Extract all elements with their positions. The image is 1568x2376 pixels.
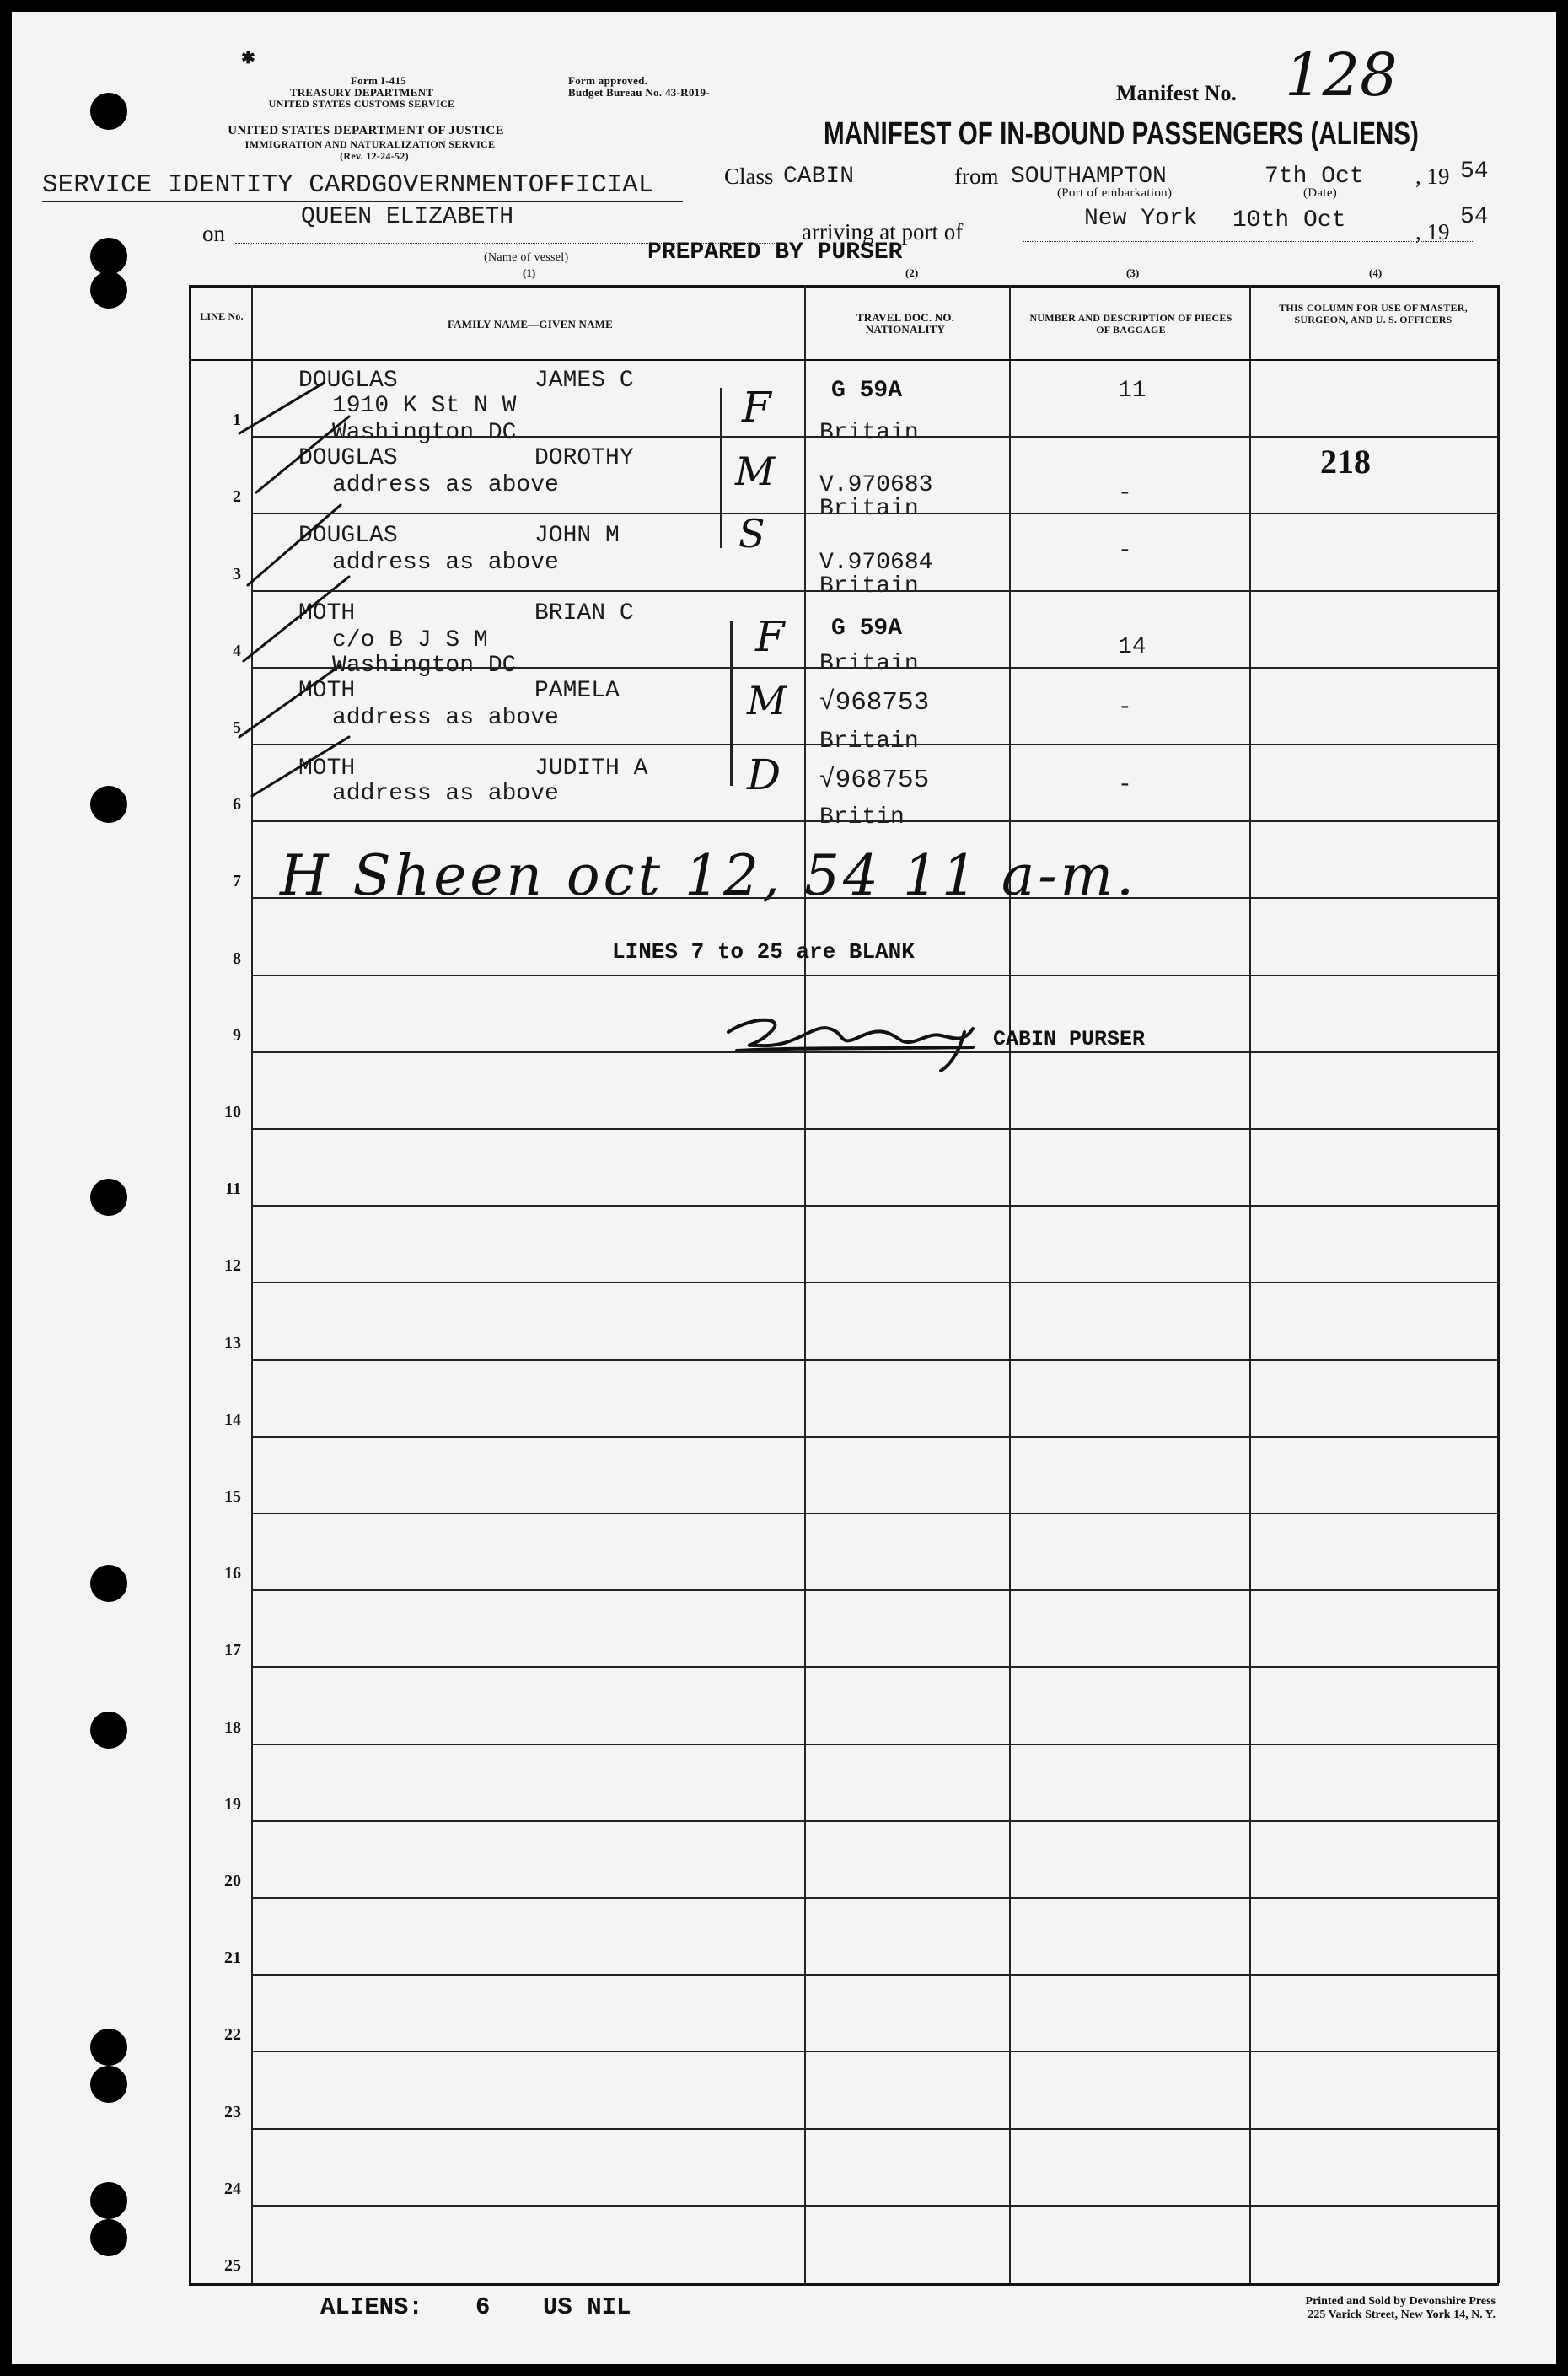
form-number: Form I-415 xyxy=(350,74,407,87)
col-header-baggage: NUMBER AND DESCRIPTION OF PIECES OF BAGGAGE xyxy=(1029,312,1232,336)
aliens-count: 6 xyxy=(475,2293,491,2321)
line-number: 20 xyxy=(224,1872,241,1890)
passenger-4-doc: G 59A xyxy=(831,616,903,642)
on-label: on xyxy=(202,221,225,246)
table-row-rule xyxy=(251,1744,1497,1745)
relation-mark-3: S xyxy=(738,511,765,556)
manifest-number: 128 xyxy=(1285,40,1398,110)
vessel-col-number: (1) xyxy=(523,266,536,279)
passenger-1-address1: 1910 K St N W xyxy=(332,393,517,419)
line-number: 16 xyxy=(224,1564,241,1583)
passenger-1-address2: Washington DC xyxy=(332,420,517,446)
passenger-5-address1: address as above xyxy=(332,705,559,731)
vessel-name: QUEEN ELIZABETH xyxy=(301,204,514,230)
table-row-rule xyxy=(251,1974,1497,1976)
passenger-4-given: BRIAN C xyxy=(534,600,634,626)
agency-treasury: TREASURY DEPARTMENT xyxy=(289,86,434,99)
col-header-travel: TRAVEL DOC. NO. NATIONALITY xyxy=(856,311,955,336)
line-number: 1 xyxy=(233,411,241,429)
passenger-3-family: DOUGLAS xyxy=(298,523,398,549)
line-number: 9 xyxy=(233,1026,241,1045)
passenger-1-given: JAMES C xyxy=(534,368,634,394)
line-number: 22 xyxy=(224,2025,241,2044)
manifest-page xyxy=(12,12,1556,2364)
passenger-2-address1: address as above xyxy=(332,472,559,498)
table-row-rule xyxy=(251,590,1497,592)
revision-date: (Rev. 12-24-52) xyxy=(340,150,409,162)
passenger-1-baggage: 11 xyxy=(1118,378,1146,404)
officers-col-number: (4) xyxy=(1369,266,1383,279)
passenger-4-baggage: 14 xyxy=(1118,634,1146,660)
line-number: 2 xyxy=(233,487,241,506)
bracket-line xyxy=(720,388,722,548)
line-number: 19 xyxy=(224,1795,241,1814)
year-1: 54 xyxy=(1460,159,1489,185)
baggage-col-number: (3) xyxy=(1126,266,1140,279)
table-row-rule xyxy=(251,1589,1497,1591)
line-number: 6 xyxy=(233,795,241,814)
table-right-border xyxy=(1497,285,1500,2283)
embarkation-port: SOUTHAMPTON xyxy=(1011,164,1167,190)
prepared-by-purser: PREPARED BY PURSER xyxy=(647,239,903,266)
line-number: 15 xyxy=(224,1487,241,1506)
embarkation-date: 7th Oct xyxy=(1265,164,1364,190)
officer-note: 218 xyxy=(1320,443,1371,481)
binder-hole xyxy=(90,1712,127,1749)
table-row-rule xyxy=(251,1820,1497,1822)
line-number: 5 xyxy=(233,718,241,737)
table-row-rule xyxy=(251,1282,1497,1283)
manifest-label: Manifest No. xyxy=(1116,81,1237,105)
corner-mark: ✱ xyxy=(241,49,255,67)
table-row-rule xyxy=(251,897,1497,899)
date-caption: (Date) xyxy=(1303,186,1338,200)
passenger-3-doc: V.970684 xyxy=(819,550,933,576)
class-value: CABIN xyxy=(783,164,855,190)
agency-justice: UNITED STATES DEPARTMENT OF JUSTICE xyxy=(228,124,504,137)
passenger-6-address1: address as above xyxy=(332,781,559,807)
approved-line1: Form approved. xyxy=(568,74,648,87)
binder-hole xyxy=(90,2182,127,2219)
passenger-5-doc: √968753 xyxy=(819,688,930,718)
line-number: 4 xyxy=(233,642,241,660)
passenger-6-baggage: - xyxy=(1118,772,1132,798)
relation-mark-6: D xyxy=(747,750,781,799)
binder-hole xyxy=(90,93,127,130)
class-label: Class xyxy=(724,164,774,189)
line-number: 7 xyxy=(233,872,241,890)
arriving-port: New York xyxy=(1084,206,1198,232)
table-row-rule xyxy=(251,1128,1497,1130)
bracket-line xyxy=(730,621,733,786)
passenger-2-nationality: Britain xyxy=(819,496,919,522)
passenger-4-nationality: Britain xyxy=(819,651,919,677)
table-row-rule xyxy=(251,667,1497,669)
agency-customs: UNITED STATES CUSTOMS SERVICE xyxy=(268,98,455,110)
passenger-2-family: DOUGLAS xyxy=(298,445,398,471)
passenger-3-address1: address as above xyxy=(332,550,559,576)
binder-hole xyxy=(90,2219,127,2256)
table-row-rule xyxy=(251,1436,1497,1438)
line-number: 23 xyxy=(224,2103,241,2121)
relation-mark-2: M xyxy=(735,449,776,494)
line-number: 14 xyxy=(224,1411,241,1429)
table-left-border xyxy=(189,285,191,2283)
col-header-name: FAMILY NAME—GIVEN NAME xyxy=(447,318,614,331)
agency-ins: IMMIGRATION AND NATURALIZATION SERVICE xyxy=(244,138,496,150)
passenger-1-family: DOUGLAS xyxy=(298,368,398,394)
table-row-rule xyxy=(251,2051,1497,2052)
binder-hole xyxy=(90,2029,127,2066)
signature-title: CABIN PURSER xyxy=(993,1027,1146,1051)
passenger-3-given: JOHN M xyxy=(534,523,620,549)
approved-line2: Budget Bureau No. 43-R019- xyxy=(568,86,710,99)
line-number: 8 xyxy=(233,949,241,968)
passenger-1-doc: G 59A xyxy=(831,378,903,404)
manifest-title: MANIFEST OF IN-BOUND PASSENGERS (ALIENS) xyxy=(824,116,1419,152)
table-row-rule xyxy=(251,1666,1497,1668)
passenger-5-family: MOTH xyxy=(298,678,356,704)
line-number: 3 xyxy=(233,565,241,583)
aliens-label: ALIENS: xyxy=(320,2293,423,2321)
arriving-label: arriving at port of xyxy=(802,219,964,245)
arriving-date: 10th Oct xyxy=(1232,207,1346,234)
passenger-4-address1: c/o B J S M xyxy=(332,627,488,653)
passenger-4-family: MOTH xyxy=(298,600,356,626)
from-label: from xyxy=(954,164,999,189)
handwritten-inspection-note: H Sheen oct 12, 54 11 a-m. xyxy=(280,843,1138,908)
line-number: 10 xyxy=(224,1103,241,1121)
passenger-3-baggage: - xyxy=(1118,538,1132,564)
table-row-rule xyxy=(251,1205,1497,1207)
table-row-rule xyxy=(251,1513,1497,1514)
table-bottom-border xyxy=(189,2283,1499,2286)
line-number: 11 xyxy=(225,1180,241,1198)
relation-mark-4: F xyxy=(755,612,785,661)
printer-line-1: Printed and Sold by Devonshire Press xyxy=(1305,2295,1496,2308)
passenger-2-doc: V.970683 xyxy=(819,472,933,498)
line-number: 24 xyxy=(224,2180,241,2198)
us-citizens: US NIL xyxy=(543,2293,631,2321)
relation-mark-5: M xyxy=(747,678,787,723)
passenger-6-doc: √968755 xyxy=(819,766,930,795)
line-number: 17 xyxy=(224,1641,241,1659)
relation-mark-1: F xyxy=(742,383,771,432)
col-header-officers: THIS COLUMN FOR USE OF MASTER, SURGEON, AND U. S. OFFICERS xyxy=(1279,302,1468,325)
binder-hole xyxy=(90,786,127,823)
passenger-2-baggage: - xyxy=(1118,481,1132,507)
passenger-6-given: JUDITH A xyxy=(534,755,648,782)
line-number: 13 xyxy=(224,1334,241,1352)
line-number: 12 xyxy=(224,1256,241,1275)
year-prefix-1: , 19 xyxy=(1415,164,1450,189)
col-header-line-no: LINE No. xyxy=(200,310,244,322)
passenger-2-given: DOROTHY xyxy=(534,445,634,471)
table-row-rule xyxy=(251,975,1497,976)
table-row-rule xyxy=(251,2205,1497,2207)
passenger-5-given: PAMELA xyxy=(534,678,620,704)
passenger-4-address2: Washington DC xyxy=(332,653,517,679)
binder-hole xyxy=(90,271,127,309)
vessel-caption: (Name of vessel) xyxy=(484,251,569,264)
year-2: 54 xyxy=(1460,204,1489,230)
binder-hole xyxy=(90,2066,127,2103)
table-row-rule xyxy=(251,820,1497,822)
travel-col-number: (2) xyxy=(905,266,919,279)
binder-hole xyxy=(90,238,127,275)
passenger-6-nationality: Britin xyxy=(819,804,905,831)
table-row-rule xyxy=(251,744,1497,745)
table-row-rule xyxy=(251,2128,1497,2130)
table-row-rule xyxy=(251,1051,1497,1053)
passenger-1-nationality: Britain xyxy=(819,420,919,446)
passenger-5-baggage: - xyxy=(1118,695,1132,721)
service-identity-stamp: SERVICE IDENTITY CARDGOVERNMENTOFFICIAL xyxy=(42,170,654,200)
printer-line-2: 225 Varick Street, New York 14, N. Y. xyxy=(1308,2309,1496,2321)
purser-signature xyxy=(720,998,998,1074)
binder-hole xyxy=(90,1179,127,1216)
line-number: 18 xyxy=(224,1718,241,1737)
port-caption: (Port of embarkation) xyxy=(1057,186,1173,200)
line-number: 25 xyxy=(224,2256,241,2275)
table-row-rule xyxy=(251,513,1497,514)
table-top-border xyxy=(189,285,1499,288)
year-prefix-2: , 19 xyxy=(1415,219,1450,245)
passenger-3-nationality: Britain xyxy=(819,573,919,599)
table-row-rule xyxy=(251,1897,1497,1899)
passenger-5-nationality: Britain xyxy=(819,728,919,755)
table-row-rule xyxy=(251,436,1497,438)
blank-lines-note: LINES 7 to 25 are BLANK xyxy=(612,939,915,965)
binder-hole xyxy=(90,1565,127,1602)
passenger-6-family: MOTH xyxy=(298,755,356,782)
table-row-rule xyxy=(251,1359,1497,1361)
line-number: 21 xyxy=(224,1949,241,1967)
